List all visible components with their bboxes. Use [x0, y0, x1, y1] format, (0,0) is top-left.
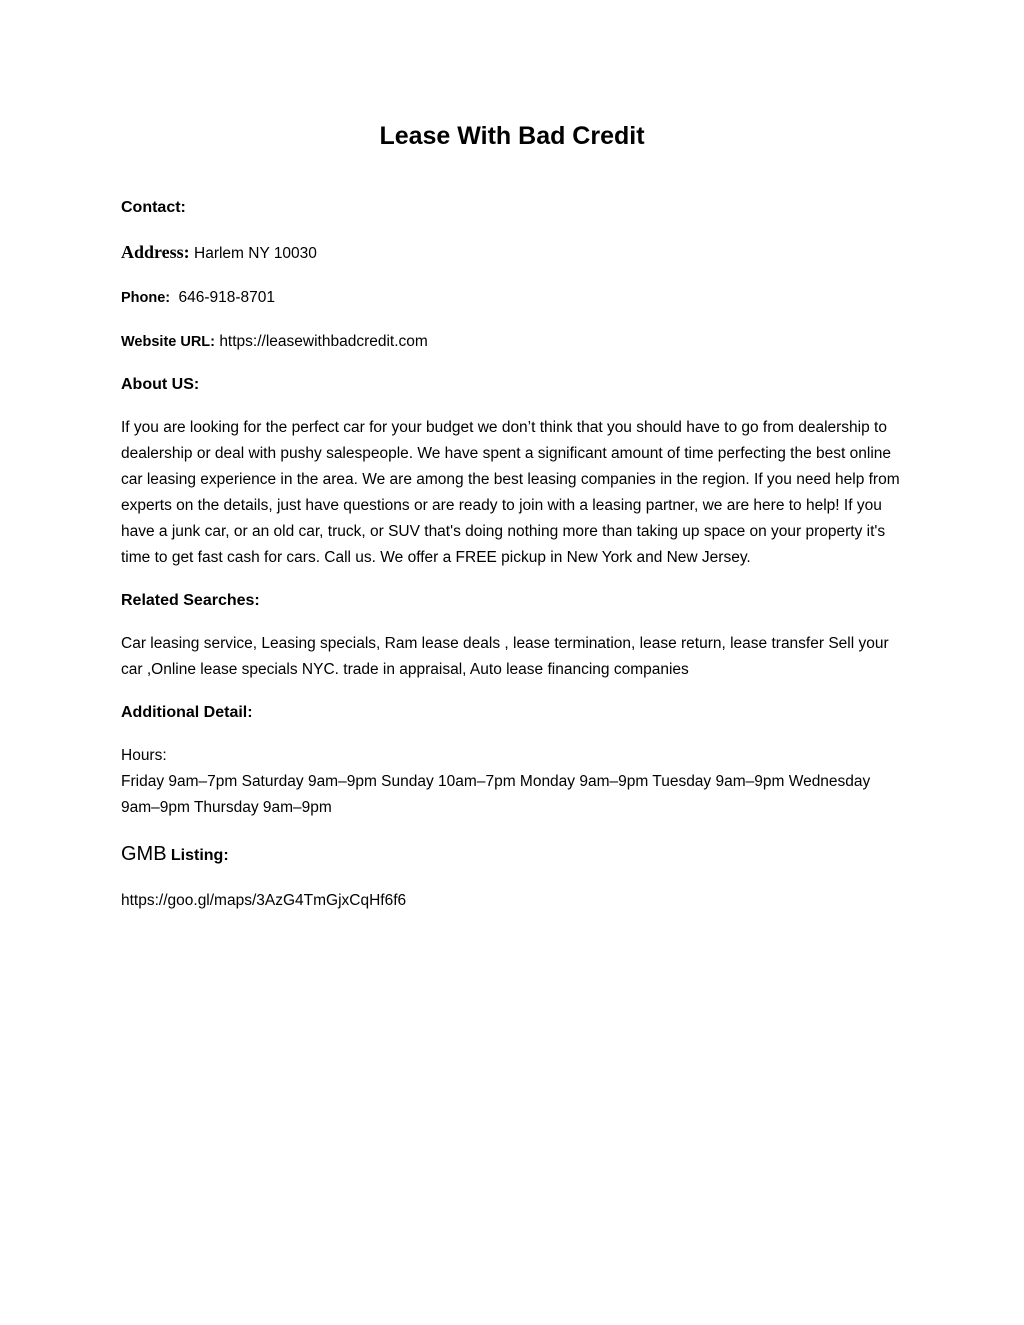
- related-searches-paragraph: Car leasing service, Leasing specials, Ram lease deals , lease termination, lease return, lease transfer Sell your car ,Online lease specials NYC. trade in appraisal, Auto lease financing companies: [121, 635, 889, 678]
- website-url[interactable]: https://leasewithbadcredit.com: [219, 333, 428, 350]
- page-title: Lease With Bad Credit: [379, 122, 645, 150]
- related-searches-heading: Related Searches:: [121, 592, 260, 609]
- hours-text: Friday 9am–7pm Saturday 9am–9pm Sunday 10am–7pm Monday 9am–9pm Tuesday 9am–9pm Wednesday 9am–9pm Thursday 9am–9pm: [121, 773, 871, 816]
- about-paragraph: If you are looking for the perfect car for your budget we don’t think that you should have to go from dealership to dealership or deal with pushy salespeople. We have spent a significant amount of time perfecting the best online car leasing experience in the area. We are among the best leasing companies in the region. If you need help from experts on the details, just have questions or are ready to join with a leasing partner, we are here to help! If you have a junk car, or an old car, truck, or SUV that's doing nothing more than taking up space on your property it's time to get fast cash for cars. Call us. We offer a FREE pickup in New York and New Jersey.: [121, 419, 900, 566]
- address-label: Address:: [121, 242, 190, 262]
- document-body: [121, 196, 911, 913]
- phone-line: [121, 286, 911, 310]
- website-line: [121, 330, 911, 354]
- gmb-heading: [121, 839, 911, 871]
- phone-value: 646-918-8701: [178, 289, 275, 306]
- website-label: Website URL:: [121, 334, 215, 350]
- additional-detail-heading: Additional Detail:: [121, 704, 253, 721]
- about-heading: About US:: [121, 376, 200, 393]
- contact-heading: Contact:: [121, 199, 186, 216]
- gmb-heading-suffix: Listing:: [170, 847, 229, 864]
- address-value: Harlem NY 10030: [194, 245, 317, 262]
- gmb-heading-prefix: GMB: [121, 843, 167, 865]
- hours-label: Hours:: [121, 747, 167, 764]
- phone-label: Phone:: [121, 290, 171, 306]
- gmb-url[interactable]: https://goo.gl/maps/3AzG4TmGjxCqHf6f6: [121, 892, 407, 909]
- address-line: [121, 240, 911, 266]
